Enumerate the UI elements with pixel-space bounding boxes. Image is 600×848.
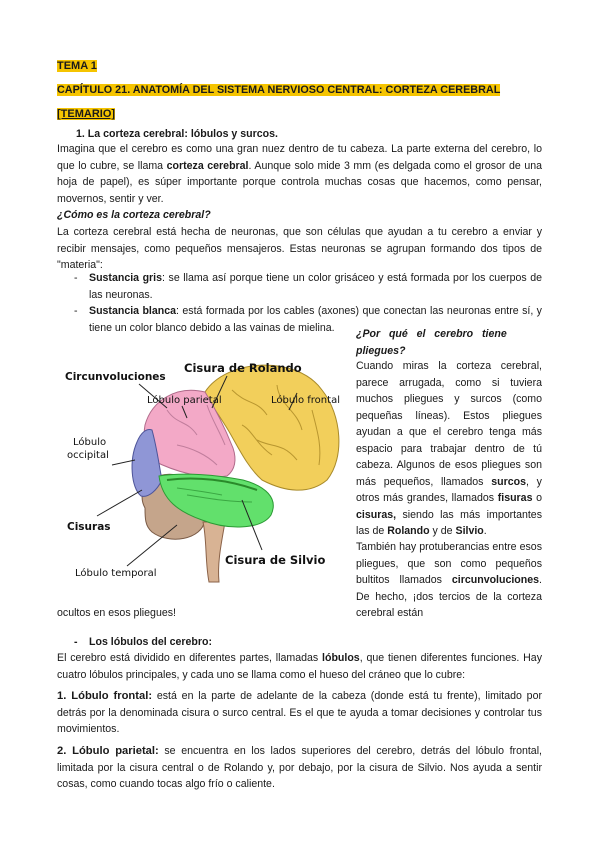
label-circunvoluciones: Circunvoluciones: [65, 371, 166, 383]
lobulo-frontal-title: 1. Lóbulo frontal:: [57, 690, 153, 702]
label-cisura-silvio: Cisura de Silvio: [225, 553, 326, 567]
pliegues-text-dot: .: [483, 525, 487, 537]
como-es-paragraph: La corteza cerebral está hecha de neuronas, que son células que ayudan a tu cerebro a enviar y recibir mensajes, como pequeños mensajeros. Estas neuronas se agrupan formando dos tipos de "materia":: [57, 226, 542, 271]
lobulo-parietal-paragraph: [57, 743, 542, 793]
pliegues-text-5: . De hecho, ¡dos tercios de la corteza cerebral están: [356, 574, 542, 619]
intro-text-b: . Aunque solo mide 3 mm (es delgada como el grosor de una hoja de papel), es súper importante porque controla muchas cosas que hacemos, como pensar, movernos, sentir y ver.: [57, 159, 542, 205]
brainstem-shape: [203, 522, 225, 582]
label-cisura-rolando: Cisura de Rolando: [184, 361, 302, 375]
pliegues-paragraph: [356, 358, 542, 540]
temario-highlight: [TEMARIO]: [57, 108, 116, 120]
term-sustancia-gris: Sustancia gris: [89, 272, 163, 284]
term-sustancia-blanca: Sustancia blanca: [89, 305, 177, 317]
term-circunvoluciones: circunvoluciones: [451, 574, 540, 586]
pliegues-text-o: o: [532, 492, 542, 504]
label-lobulo-temporal: Lóbulo temporal: [75, 568, 157, 579]
lobulo-frontal-text: está en la parte de adelante de la cabeza (donde está tu frente), limitado por detrás por la denominada cisura o surco central. Es el que te ayuda a tomar decisiones y controlar tus movimientos.: [57, 690, 542, 735]
label-lobulo-frontal: Lóbulo frontal: [271, 395, 340, 406]
heading-pliegues: [356, 326, 542, 359]
lobulos-intro-a: El cerebro está dividido en diferentes partes, llamadas: [57, 652, 323, 664]
lobulos-intro-b: , que tienen diferentes funciones. Hay cuatro lóbulos principales, y cada uno se llama como el hueso del cráneo que lo cubre:: [57, 652, 542, 681]
pliegues-text-2: , y otros más grandes, llamados: [356, 475, 542, 504]
heading-como-es: ¿Cómo es la corteza cerebral?: [57, 209, 211, 221]
intro-paragraph: [57, 141, 542, 207]
term-fisuras: fisuras: [497, 492, 533, 504]
intro-bold-term: corteza cerebral: [166, 159, 249, 172]
label-lobulo-parietal: Lóbulo parietal: [147, 395, 222, 406]
lobulo-parietal-text: se encuentra en los lados superiores del cerebro, detrás del lóbulo frontal, limitada por la cisura central o de Rolando y, por debajo, por la cisura de Silvio. Nos ayuda a sentir cosas, como cuando tocas algo frío o caliente.: [57, 745, 542, 790]
list-item-sustancia-gris: [57, 270, 542, 303]
pliegues-text-3: siendo las más importantes las de: [356, 508, 542, 537]
lobulos-heading-list: [57, 634, 542, 651]
lobulo-parietal-title: 2. Lóbulo parietal:: [57, 745, 159, 757]
tema-label: [57, 56, 97, 74]
pliegues-text-y: y de: [429, 525, 456, 537]
intro-text-a: Imagina que el cerebro es como una gran nuez dentro de tu cabeza. La parte externa del cerebro, lo que lo cubre, se llama: [57, 143, 542, 172]
tema-highlight: TEMA 1: [57, 60, 97, 72]
label-cisuras: Cisuras: [67, 521, 111, 533]
brain-diagram: [57, 330, 349, 600]
label-lobulo-occipital-2: occipital: [67, 450, 109, 461]
term-cisuras: cisuras,: [356, 508, 397, 521]
label-lobulo-occipital-1: Lóbulo: [73, 437, 107, 448]
heading-lobulos: - Los lóbulos del cerebro:: [57, 634, 542, 651]
lobulos-intro: [57, 650, 542, 683]
term-lobulos: lóbulos: [322, 652, 360, 664]
pliegues-text-1: Cuando miras la corteza cerebral, parece arrugada, como si tuviera muchos pliegues y surcos (como pequeñas líneas). Estos pliegues ayudan a que el cerebro tenga más espacio para trabajar dentro de tú cabeza. Algunos de esos pliegues son más pequeños, llamados: [356, 360, 542, 488]
term-rolando: Rolando: [387, 525, 430, 537]
desc-sustancia-blanca: : está formada por los cables (axones) que conectan las neuronas entre sí, y tiene un color blanco debido a las vainas de mielina.: [89, 305, 542, 334]
chapter-highlight: CAPÍTULO 21. ANATOMÍA DEL SISTEMA NERVIOSO CENTRAL: CORTEZA CEREBRAL: [57, 84, 501, 96]
pointer-occipital: [112, 460, 135, 465]
heading-pliegues-line2: pliegues?: [356, 344, 406, 357]
pointer-cisuras: [97, 490, 142, 516]
pliegues-text-4: También hay protuberancias entre esos pliegues, que son como pequeños bultitos llamados: [356, 541, 542, 586]
section-title-corteza: 1. La corteza cerebral: lóbulos y surcos.: [76, 128, 278, 140]
term-silvio: Silvio: [455, 525, 484, 537]
term-surcos: surcos: [491, 475, 526, 488]
lobulo-frontal-paragraph: [57, 688, 542, 738]
protuberancias-paragraph: [356, 539, 542, 622]
desc-sustancia-gris: : se llama así porque tiene un color grisáceo y está formada por los cuerpos de las neuronas.: [89, 272, 543, 301]
heading-pliegues-line1: ¿Por qué el cerebro tiene: [356, 328, 507, 340]
chapter-title: [57, 80, 500, 98]
ocultos-line: ocultos en esos pliegues!: [57, 607, 176, 619]
temario-label: [57, 104, 115, 122]
